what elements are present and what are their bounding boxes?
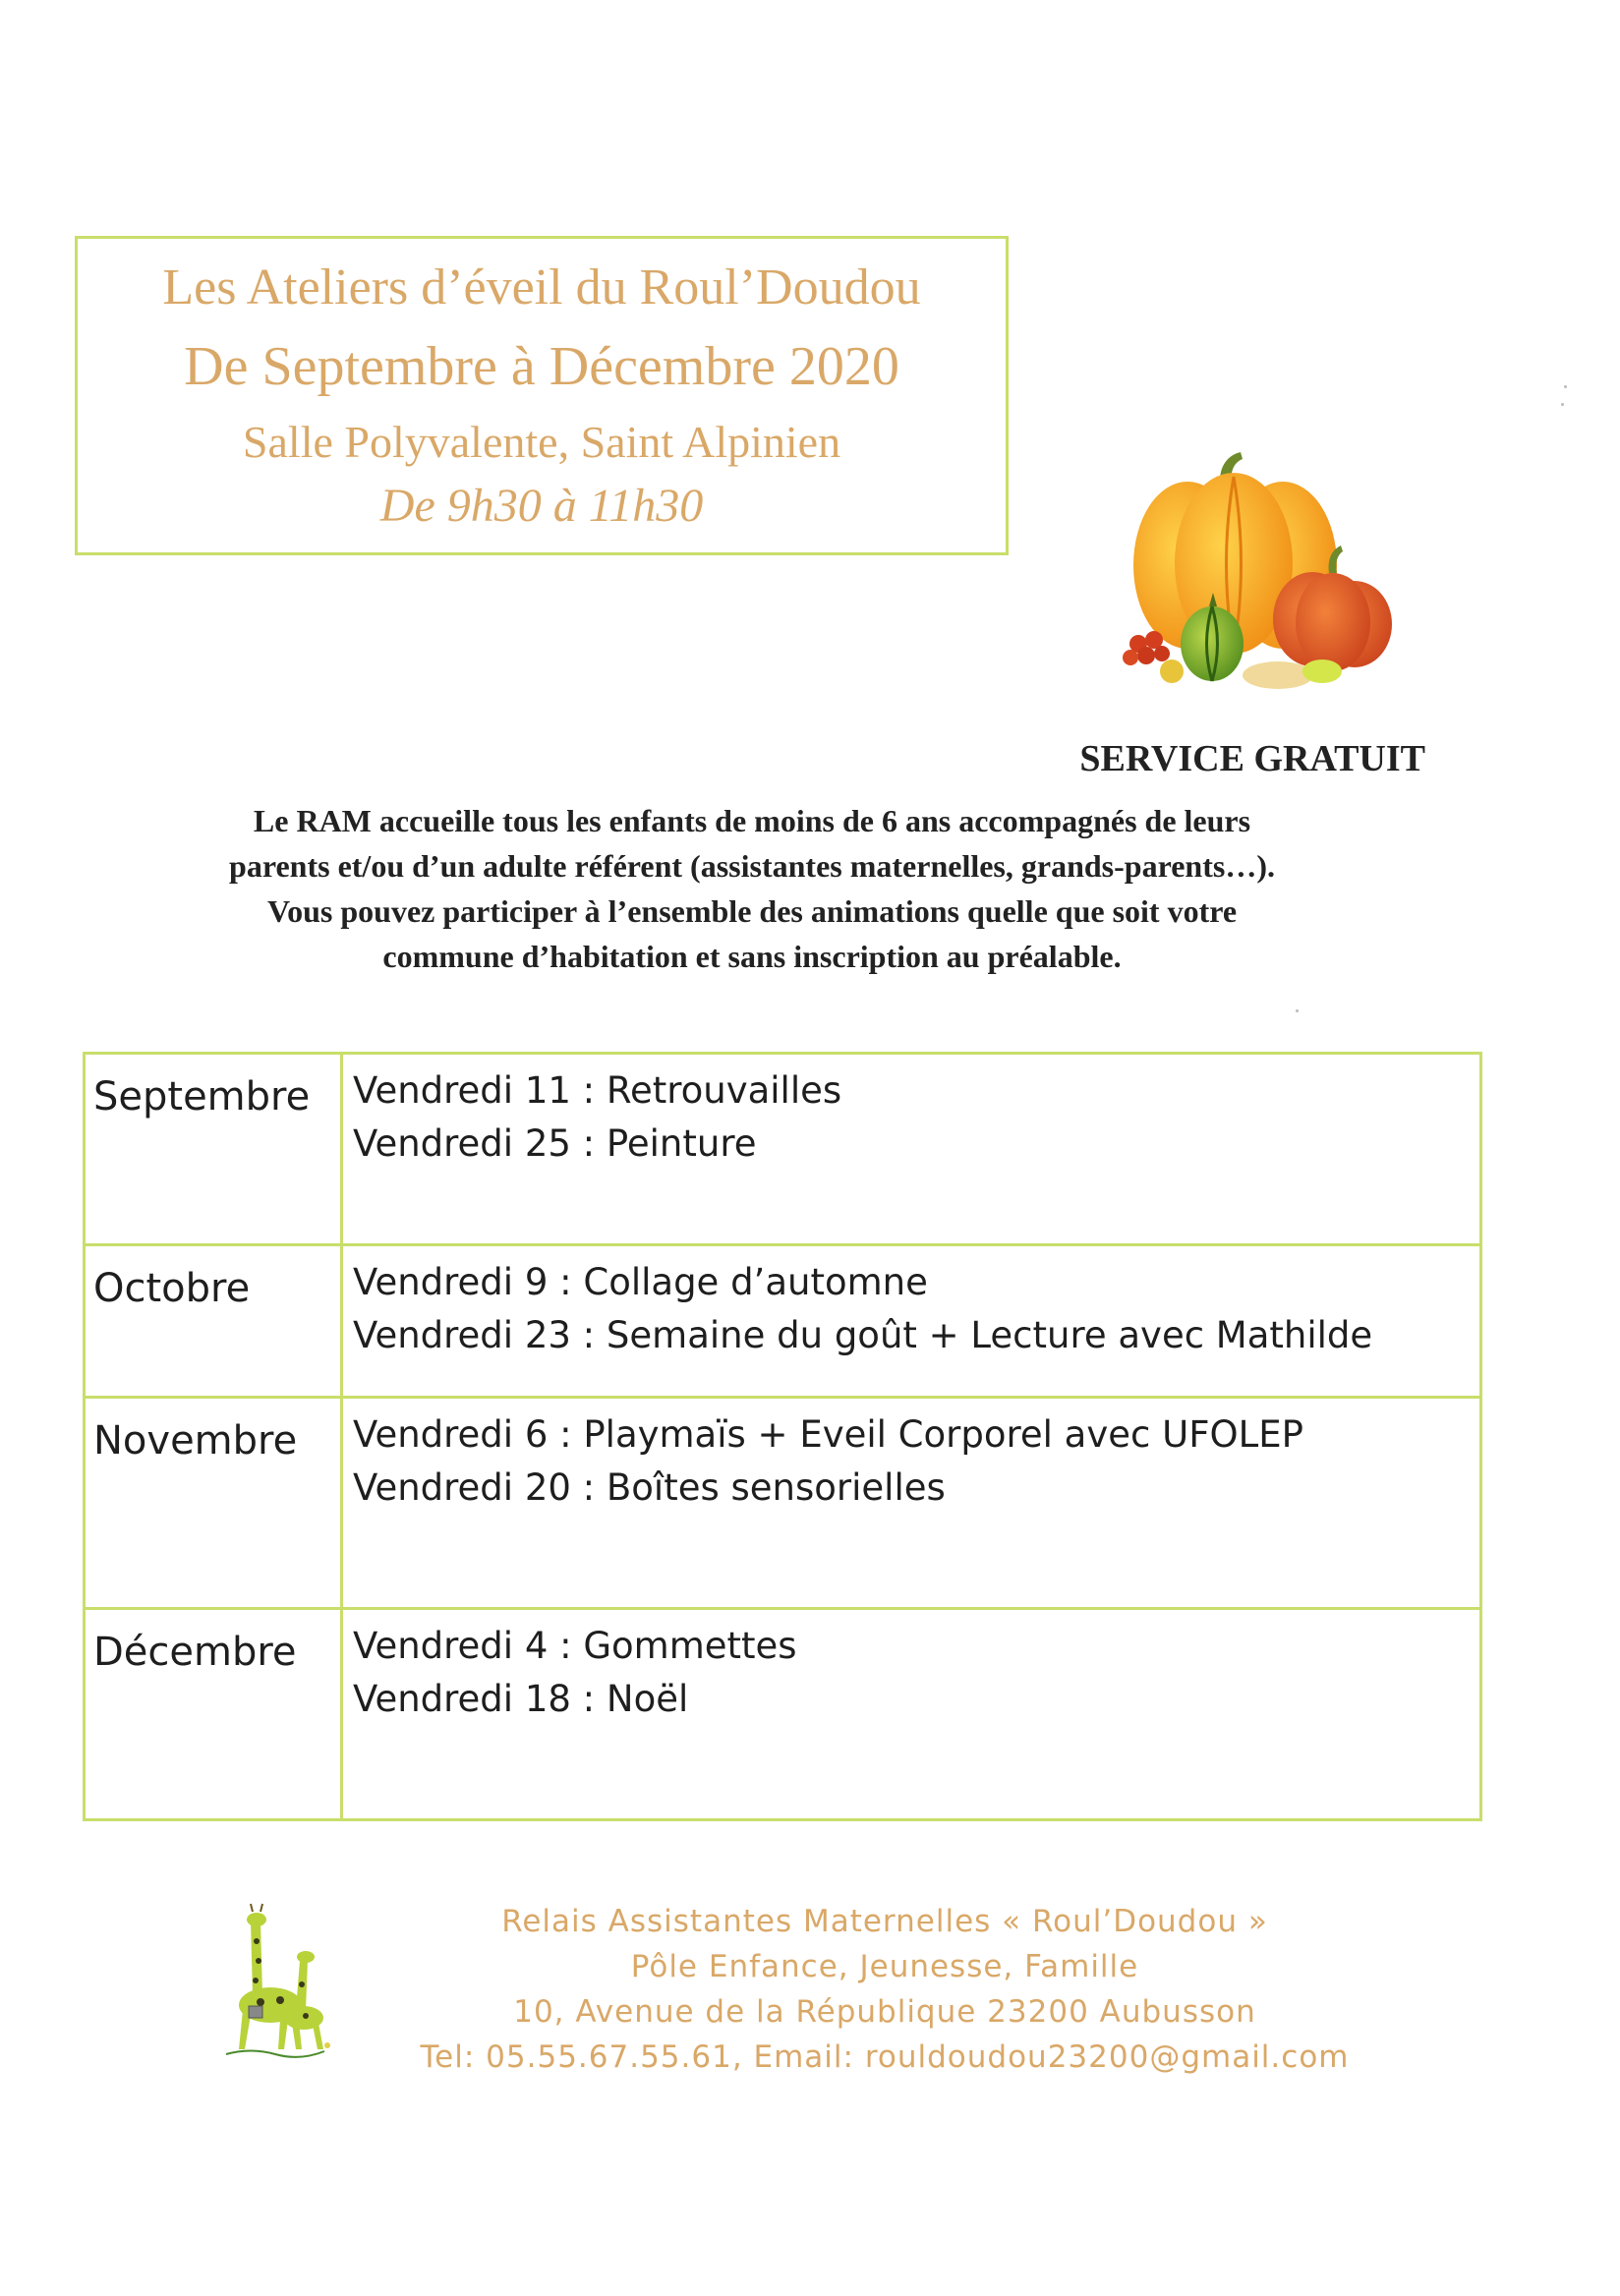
event-item: Vendredi 4 : Gommettes: [353, 1625, 797, 1667]
events-cell: [342, 1245, 1481, 1398]
events-cell: [342, 1398, 1481, 1609]
service-gratuit: SERVICE GRATUIT: [1079, 738, 1425, 779]
event-item: Vendredi 18 : Noël: [353, 1678, 689, 1720]
event-item: Vendredi 25 : Peinture: [353, 1122, 757, 1165]
event-item: Vendredi 20 : Boîtes sensorielles: [353, 1466, 946, 1509]
speck: [1564, 385, 1567, 388]
month-cell: Septembre: [85, 1054, 342, 1245]
schedule-table: [83, 1052, 1482, 1821]
events-cell: [342, 1054, 1481, 1245]
month-cell: Novembre: [85, 1398, 342, 1609]
title-box: [75, 236, 1009, 555]
event-item: Vendredi 9 : Collage d’automne: [353, 1261, 928, 1303]
event-item: Vendredi 23 : Semaine du goût + Lecture avec Mathilde: [353, 1314, 1373, 1356]
intro-line: Vous pouvez participer à l’ensemble des animations quelle que soit votre: [266, 893, 1238, 929]
footer-line: Relais Assistantes Maternelles « Roul’Doudou »: [501, 1904, 1268, 1939]
location-text: Salle Polyvalente, Saint Alpinien: [242, 417, 841, 467]
event-item: Vendredi 6 : Playmaïs + Eveil Corporel avec UFOLEP: [353, 1413, 1303, 1456]
event-item: Vendredi 11 : Retrouvailles: [353, 1069, 842, 1112]
giraffe-icon: [221, 1902, 339, 2059]
month-cell: Octobre: [85, 1245, 342, 1398]
table-row: [85, 1054, 1481, 1245]
footer-contact: [413, 1899, 1357, 2080]
footer-line: 10, Avenue de la République 23200 Aubusson: [513, 1994, 1256, 2030]
table-row: [85, 1609, 1481, 1820]
table-row: [85, 1398, 1481, 1609]
intro-line: commune d’habitation et sans inscription au préalable.: [382, 939, 1122, 974]
events-cell: [342, 1609, 1481, 1820]
intro-paragraph: [118, 798, 1386, 979]
footer-line: Pôle Enfance, Jeunesse, Famille: [630, 1949, 1139, 1984]
pumpkin-icon: [1111, 447, 1396, 693]
page-title: Les Ateliers d’éveil du Roul’Doudou: [162, 259, 921, 316]
intro-line: parents et/ou d’un adulte référent (assistantes maternelles, grands-parents…).: [229, 848, 1275, 884]
period-heading: De Septembre à Décembre 2020: [184, 336, 899, 397]
hours-text: De 9h30 à 11h30: [379, 480, 704, 532]
month-cell: Décembre: [85, 1609, 342, 1820]
footer-line: Tel: 05.55.67.55.61, Email: rouldoudou23200@gmail.com: [420, 2039, 1350, 2075]
intro-line: Le RAM accueille tous les enfants de moins de 6 ans accompagnés de leurs: [253, 803, 1251, 838]
speck: [1296, 1009, 1299, 1012]
speck: [1561, 403, 1564, 406]
table-row: [85, 1245, 1481, 1398]
